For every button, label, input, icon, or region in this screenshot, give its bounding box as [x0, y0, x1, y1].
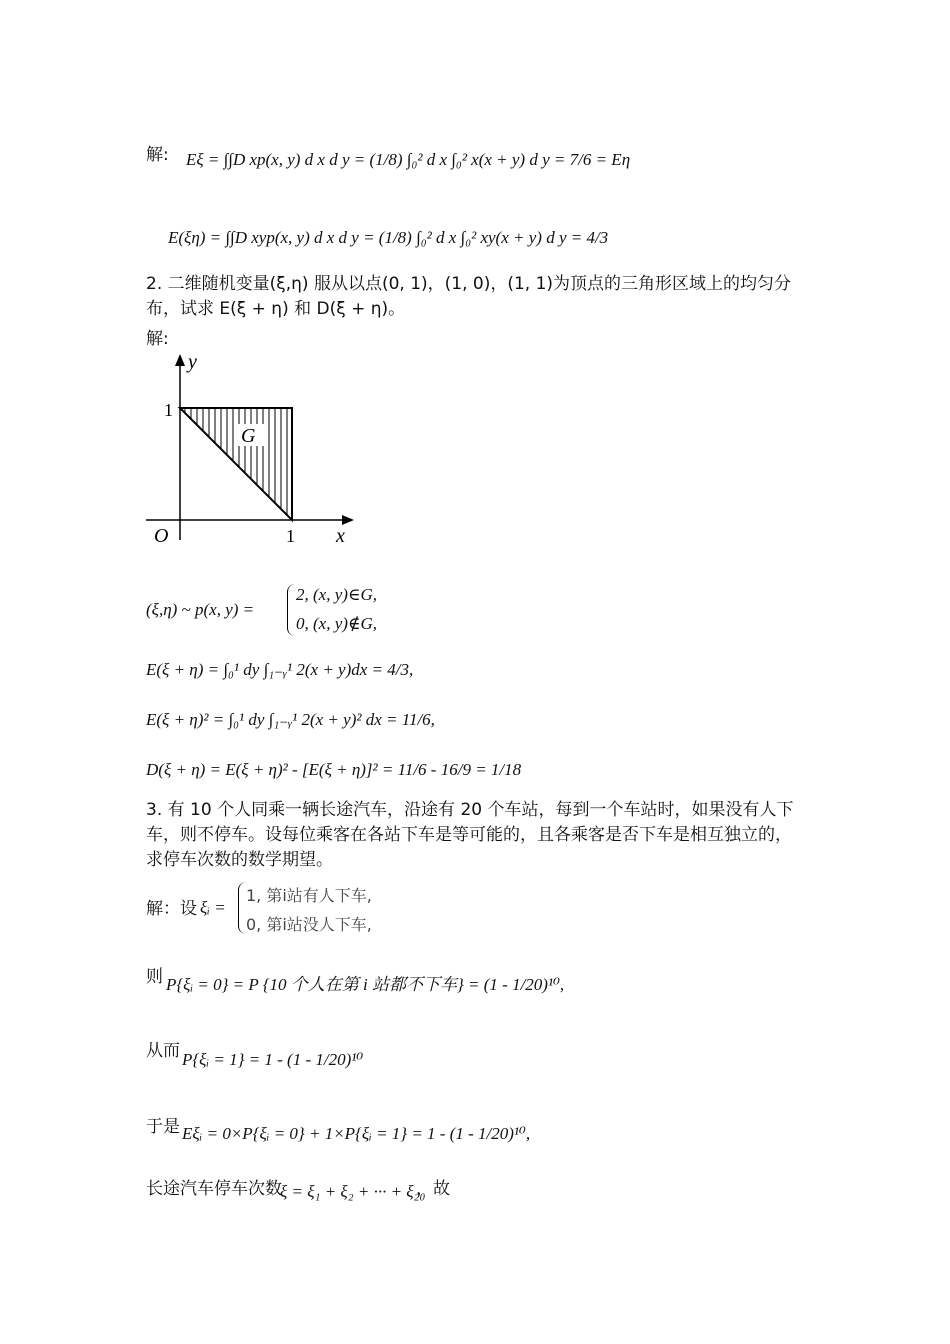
line-3-prefix: 于是 — [146, 1117, 180, 1137]
equation-expectation: E(ξ + η) = ∫₀¹ dy ∫₁₋ᵧ¹ 2(x + y)dx = 4/3, — [146, 660, 414, 679]
solution-label-2: 解: — [146, 329, 169, 349]
line-4-suffix: ，故 — [416, 1179, 450, 1199]
y-axis-arrow-icon — [175, 354, 185, 366]
solution-label-1: 解: — [146, 145, 169, 165]
density-case-2: 0, (x, y)∉G, — [296, 614, 378, 633]
density-brace — [287, 584, 296, 636]
x-axis-arrow-icon — [342, 515, 354, 525]
equation-e-xi-eta: E(ξη) = ∫∫D xyp(x, y) d x d y = (1/8) ∫₀² d x ∫₀² xy(x + y) d y = 4/3 — [168, 228, 609, 247]
equation-stop-count: ξ = ξ₁ + ξ₂ + ··· + ξ₂₀ — [280, 1182, 426, 1201]
region-label: G — [241, 425, 256, 447]
equation-p-one: P{ξᵢ = 1} = 1 - (1 - 1/20)¹⁰ — [182, 1050, 364, 1069]
x-tick-label: 1 — [286, 526, 295, 546]
y-axis-label: y — [188, 352, 197, 373]
problem-3-text: 3. 有 10 个人同乘一辆长途汽车，沿途有 20 个车站，每到一个车站时，如果没有人下车，则不停车。设每位乘客在各站下车是等可能的，且各乘客是否下车是相互独立的，求停车次数的数学期望。 — [146, 800, 794, 870]
indicator-case-1: 1, 第i站有人下车, — [246, 886, 372, 905]
equation-p-zero: P{ξᵢ = 0} = P {10 个人在第 i 站都不下车} = (1 - 1/20)¹⁰, — [166, 975, 565, 994]
coordinate-plot — [140, 352, 360, 552]
y-tick-label: 1 — [164, 400, 173, 420]
indicator-variable: ξᵢ = — [200, 898, 226, 917]
equation-variance: D(ξ + η) = E(ξ + η)² - [E(ξ + η)]² = 11/6 - 16/9 = 1/18 — [146, 760, 522, 779]
indicator-case-2: 0, 第i站没人下车, — [246, 915, 372, 934]
density-lhs: (ξ,η) ~ p(x, y) = — [146, 600, 255, 619]
triangle-region-figure — [140, 352, 360, 557]
density-case-1: 2, (x, y)∈G, — [296, 585, 378, 604]
equation-second-moment: E(ξ + η)² = ∫₀¹ dy ∫₁₋ᵧ¹ 2(x + y)² dx = 11/6, — [146, 710, 435, 729]
solution-3-prefix: 解：设 — [146, 899, 197, 919]
equation-e-xi: Eξ = ∫∫D xp(x, y) d x d y = (1/8) ∫₀² d x ∫₀² x(x + y) d y = 7/6 = Eη — [186, 150, 631, 169]
equation-e-xi-i: Eξᵢ = 0×P{ξᵢ = 0} + 1×P{ξᵢ = 1} = 1 - (1 - 1/20)¹⁰, — [182, 1124, 531, 1143]
problem-2-text: 2. 二维随机变量(ξ,η) 服从以点(0, 1)，(1, 0)，(1, 1)为顶点的三角形区域上的均匀分布，试求 E(ξ + η) 和 D(ξ + η)。 — [146, 274, 792, 319]
line-4-prefix: 长途汽车停车次数 — [146, 1179, 282, 1199]
origin-label: O — [154, 525, 169, 547]
line-1-prefix: 则 — [146, 967, 163, 987]
line-2-prefix: 从而 — [146, 1041, 180, 1061]
x-axis-label: x — [336, 525, 345, 547]
